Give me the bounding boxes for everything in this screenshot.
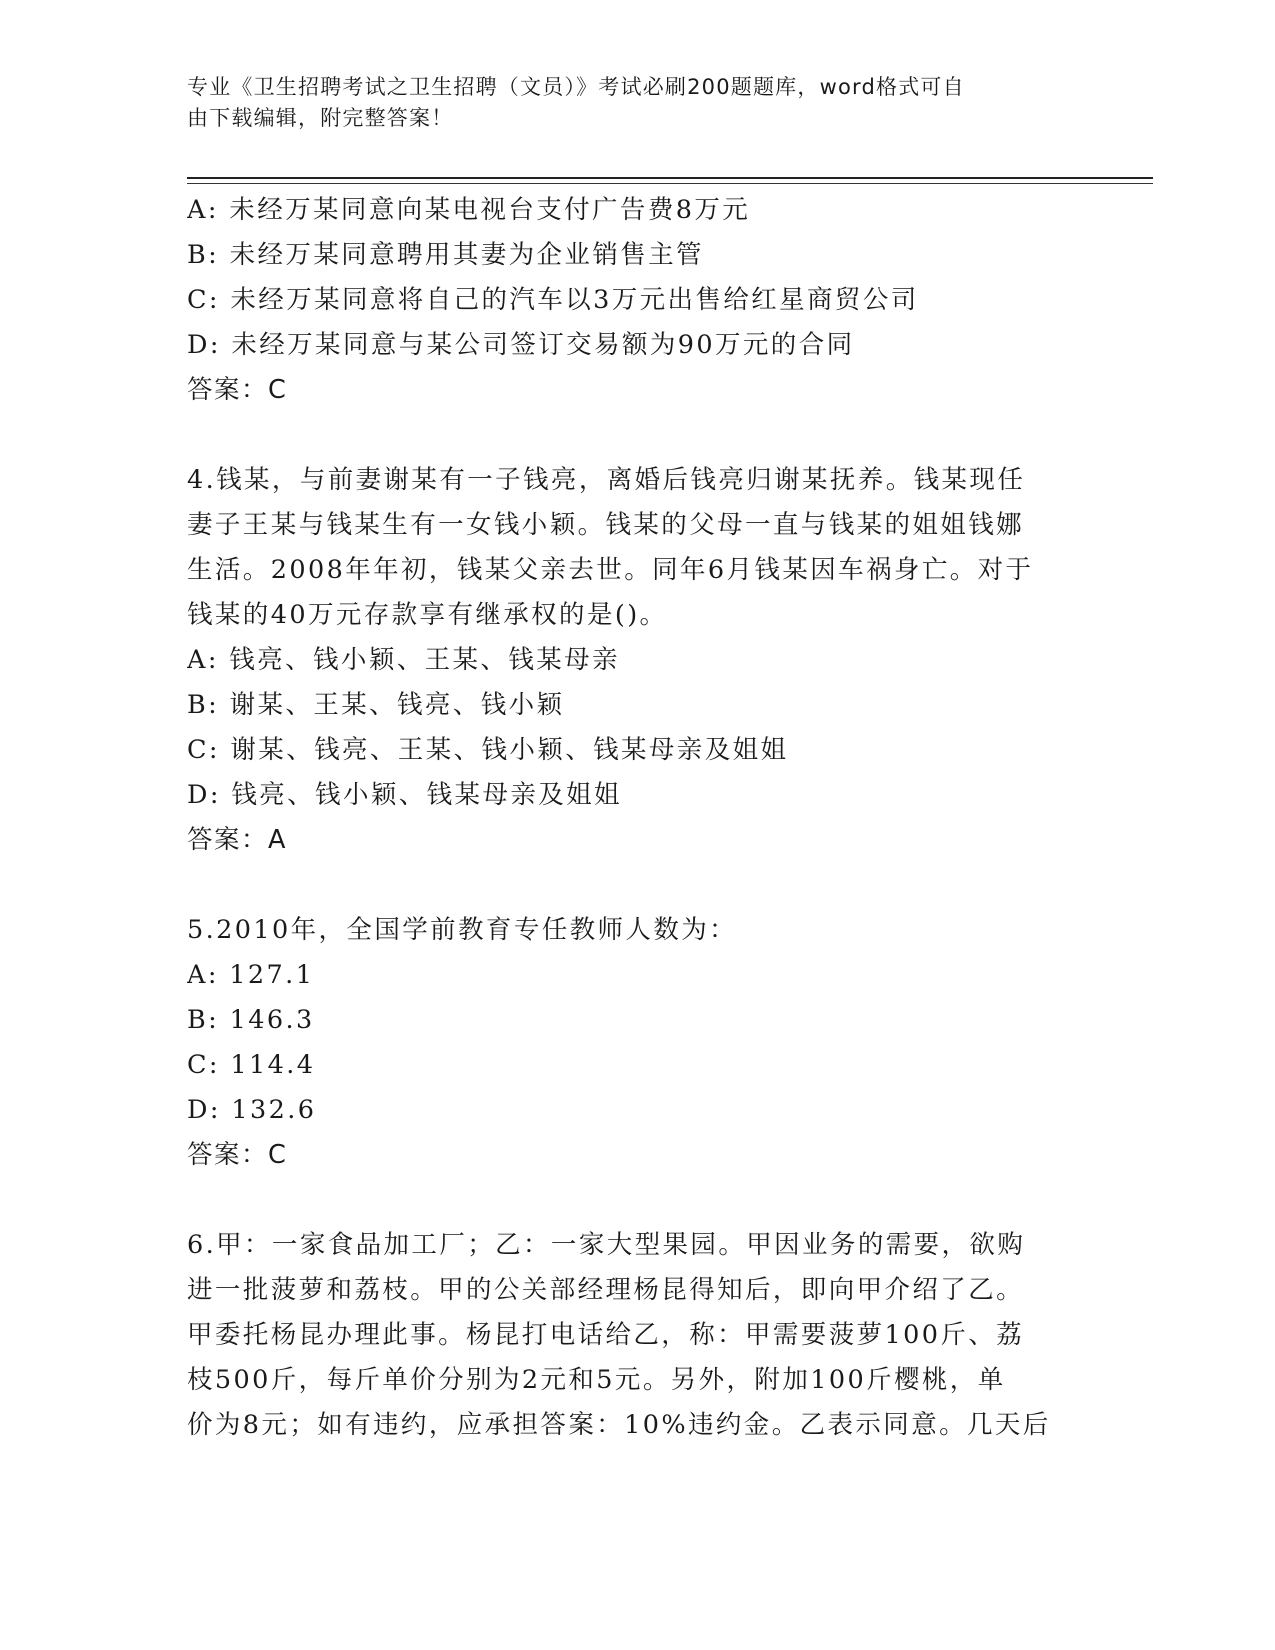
option-a: A: 127.1 — [187, 960, 315, 990]
header-divider-thin — [187, 183, 1153, 184]
option-c: C: 谢某、钱亮、王某、钱小颖、钱某母亲及姐姐 — [187, 735, 789, 765]
header-line-2: 由下载编辑，附完整答案！ — [187, 106, 454, 130]
option-b: B: 未经万某同意聘用其妻为企业销售主管 — [187, 240, 704, 270]
option-b: B: 谢某、王某、钱亮、钱小颖 — [187, 690, 565, 720]
option-d: D: 132.6 — [187, 1095, 317, 1125]
option-c: C: 未经万某同意将自己的汽车以3万元出售给红星商贸公司 — [187, 285, 919, 315]
question-stem-line: 生活。2008年年初，钱某父亲去世。同年6月钱某因车祸身亡。对于 — [187, 555, 1034, 585]
option-c: C: 114.4 — [187, 1050, 316, 1080]
option-b: B: 146.3 — [187, 1005, 315, 1035]
question-stem-line: 甲委托杨昆办理此事。杨昆打电话给乙，称：甲需要菠萝100斤、荔 — [187, 1320, 1025, 1350]
document-header — [187, 72, 1067, 134]
option-d: D: 未经万某同意与某公司签订交易额为90万元的合同 — [187, 330, 855, 360]
question-stem-line: 钱某的40万元存款享有继承权的是()。 — [187, 600, 668, 630]
answer: 答案：C — [187, 1140, 288, 1170]
spacer — [187, 413, 1067, 458]
spacer — [187, 1178, 1067, 1223]
answer: 答案：C — [187, 375, 288, 405]
question-3 — [187, 188, 1067, 413]
question-stem-line: 枝500斤，每斤单价分别为2元和5元。另外，附加100斤樱桃，单 — [187, 1365, 1006, 1395]
question-6 — [187, 1223, 1067, 1448]
header-divider-thick — [187, 177, 1153, 179]
question-stem-line: 4.钱某，与前妻谢某有一子钱亮，离婚后钱亮归谢某抚养。钱某现任 — [187, 465, 1026, 495]
spacer — [187, 863, 1067, 908]
question-stem-line: 进一批菠萝和荔枝。甲的公关部经理杨昆得知后，即向甲介绍了乙。 — [187, 1275, 1025, 1305]
answer: 答案：A — [187, 825, 287, 855]
question-5 — [187, 908, 1067, 1178]
question-stem-line: 价为8元；如有违约，应承担答案：10%违约金。乙表示同意。几天后 — [187, 1410, 1051, 1440]
question-stem-line: 5.2010年，全国学前教育专任教师人数为： — [187, 915, 738, 945]
option-d: D: 钱亮、钱小颖、钱某母亲及姐姐 — [187, 780, 622, 810]
question-stem-line: 妻子王某与钱某生有一女钱小颖。钱某的父母一直与钱某的姐姐钱娜 — [187, 510, 1025, 540]
option-a: A: 未经万某同意向某电视台支付广告费8万元 — [187, 195, 751, 225]
question-4 — [187, 458, 1067, 863]
document-body — [187, 188, 1067, 1448]
question-stem-line: 6.甲：一家食品加工厂；乙：一家大型果园。甲因业务的需要，欲购 — [187, 1230, 1026, 1260]
header-line-1: 专业《卫生招聘考试之卫生招聘（文员）》考试必刷200题题库，word格式可自 — [187, 75, 965, 99]
option-a: A: 钱亮、钱小颖、王某、钱某母亲 — [187, 645, 620, 675]
